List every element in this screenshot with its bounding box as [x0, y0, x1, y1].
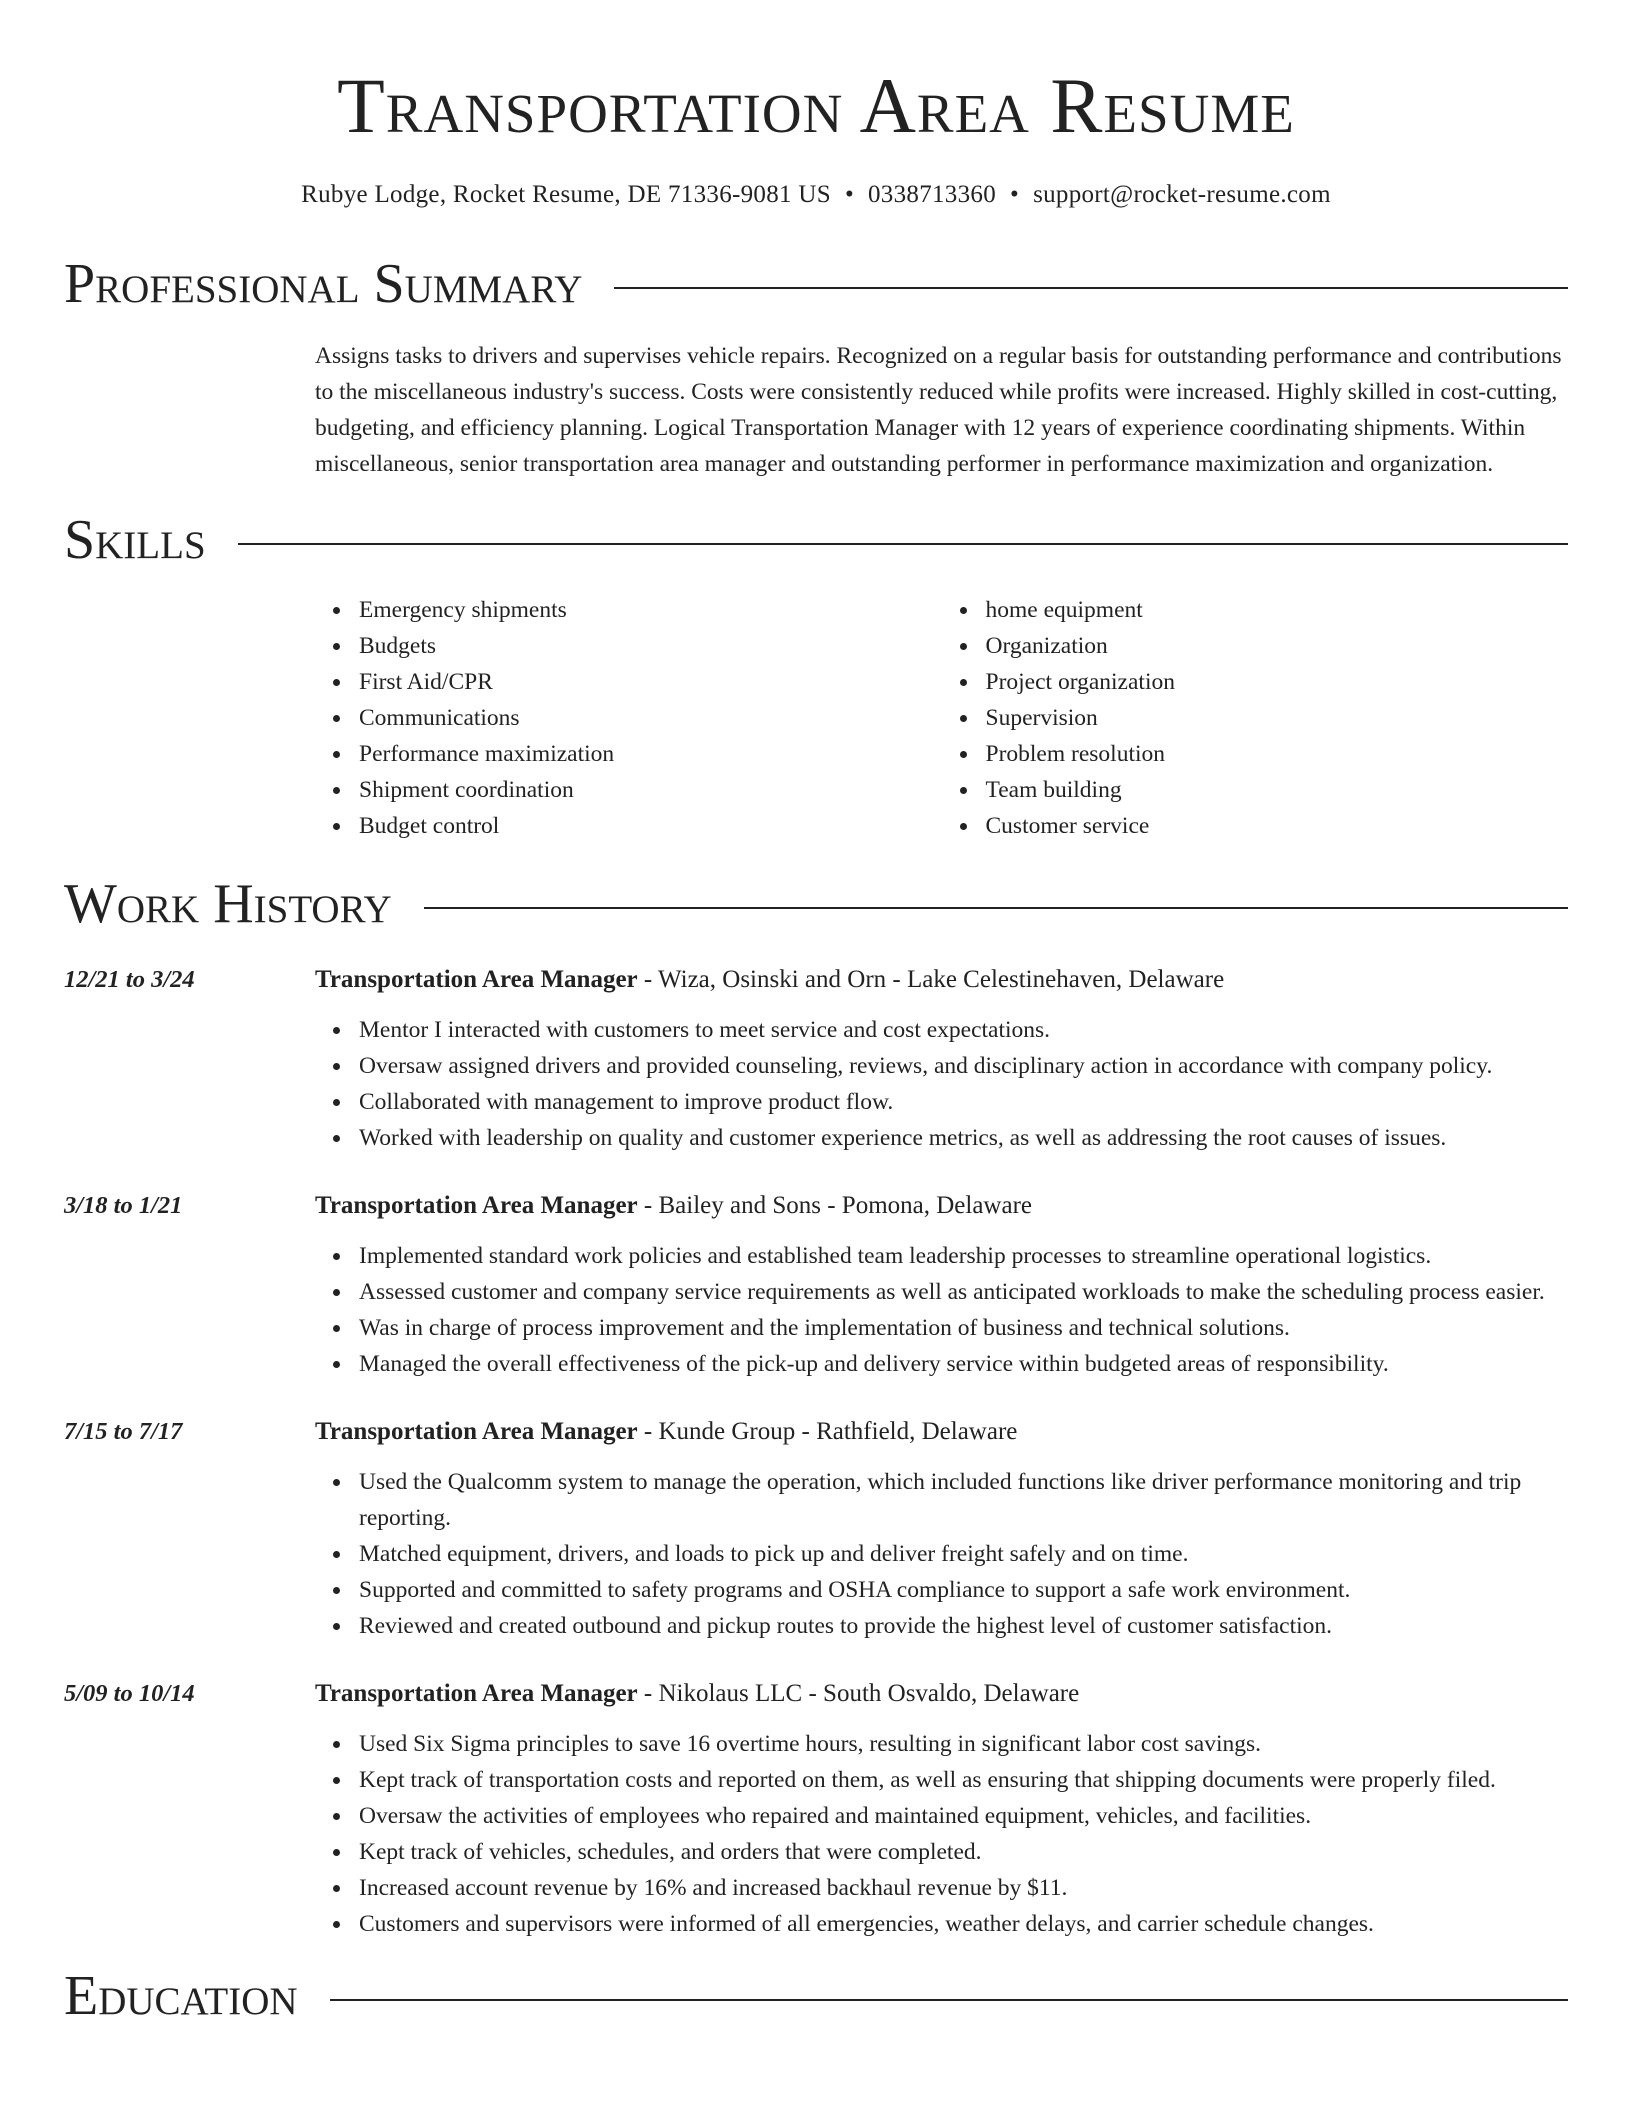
job-duty: Reviewed and created outbound and pickup routes to provide the highest level of customer satisfaction. — [359, 1608, 1568, 1644]
skill-item: Supervision — [986, 700, 1569, 736]
work-heading: Work History — [64, 873, 392, 935]
skill-item: Emergency shipments — [359, 592, 942, 628]
contact-separator: • — [1010, 181, 1020, 208]
skill-item: Problem resolution — [986, 736, 1569, 772]
job-dates: 5/09 to 10/14 — [64, 1680, 195, 1707]
job-duty: Collaborated with management to improve product flow. — [359, 1084, 1568, 1120]
job-duty: Mentor I interacted with customers to meet service and cost expectations. — [359, 1012, 1568, 1048]
skill-item: home equipment — [986, 592, 1569, 628]
job-entry — [64, 1676, 1568, 1942]
job-duty: Oversaw assigned drivers and provided counseling, reviews, and disciplinary action in accordance with company policy. — [359, 1048, 1568, 1084]
job-duty: Worked with leadership on quality and customer experience metrics, as well as addressing the root causes of issues. — [359, 1120, 1568, 1156]
job-entry — [64, 962, 1568, 1156]
summary-heading: Professional Summary — [64, 253, 583, 315]
job-employer: - Bailey and Sons - Pomona, Delaware — [637, 1192, 1033, 1219]
job-duty: Used Six Sigma principles to save 16 overtime hours, resulting in significant labor cost savings. — [359, 1726, 1568, 1762]
section-divider — [238, 543, 1568, 545]
job-body — [315, 1676, 1568, 1942]
job-dates: 12/21 to 3/24 — [64, 966, 195, 993]
job-duties — [315, 1012, 1568, 1156]
skills-list — [315, 592, 1568, 844]
job-title: Transportation Area Manager — [315, 1418, 638, 1445]
contact-phone: 0338713360 — [868, 181, 996, 208]
section-divider — [424, 907, 1568, 909]
skill-item: Shipment coordination — [359, 772, 942, 808]
contact-address: Rubye Lodge, Rocket Resume, DE 71336-9081 US — [301, 181, 831, 208]
job-title: Transportation Area Manager — [315, 1192, 638, 1219]
job-dates: 7/15 to 7/17 — [64, 1418, 183, 1445]
document-title: Transportation Area Resume — [337, 62, 1295, 149]
job-entry — [64, 1188, 1568, 1382]
job-duty: Was in charge of process improvement and the implementation of business and technical solutions. — [359, 1310, 1568, 1346]
skill-item: Performance maximization — [359, 736, 942, 772]
job-duty: Used the Qualcomm system to manage the operation, which included functions like driver performance monitoring and trip reporting. — [359, 1464, 1568, 1536]
job-duty: Oversaw the activities of employees who repaired and maintained equipment, vehicles, and facilities. — [359, 1798, 1568, 1834]
job-employer: - Kunde Group - Rathfield, Delaware — [637, 1418, 1018, 1445]
section-divider — [614, 287, 1568, 289]
skills-heading: Skills — [64, 509, 206, 571]
job-duty: Supported and committed to safety programs and OSHA compliance to support a safe work environment. — [359, 1572, 1568, 1608]
job-duty: Increased account revenue by 16% and increased backhaul revenue by $11. — [359, 1870, 1568, 1906]
job-duty: Managed the overall effectiveness of the pick-up and delivery service within budgeted areas of responsibility. — [359, 1346, 1568, 1382]
work-section-header — [64, 870, 1568, 938]
job-body — [315, 1414, 1568, 1644]
job-header — [315, 1414, 1568, 1450]
job-duty: Matched equipment, drivers, and loads to pick up and deliver freight safely and on time. — [359, 1536, 1568, 1572]
job-title: Transportation Area Manager — [315, 966, 638, 993]
job-employer: - Wiza, Osinski and Orn - Lake Celestinehaven, Delaware — [637, 966, 1225, 993]
summary-section-header — [64, 250, 1568, 318]
skill-item: Project organization — [986, 664, 1569, 700]
job-header — [315, 1676, 1568, 1712]
skill-item: Organization — [986, 628, 1569, 664]
job-body — [315, 962, 1568, 1156]
job-duty: Implemented standard work policies and established team leadership processes to streamline operational logistics. — [359, 1238, 1568, 1274]
skills-column-left — [315, 592, 942, 844]
summary-text: Assigns tasks to drivers and supervises vehicle repairs. Recognized on a regular basis for outstanding performance and contributions to the miscellaneous industry's success. Costs were consistently reduced while profits were increased. Highly skilled in cost-cutting, budgeting, and efficiency planning. Logical Transportation Manager with 12 years of experience coordinating shipments. Within miscellaneous, senior transportation area manager and outstanding performer in performance maximization and organization. — [315, 343, 1562, 477]
job-header — [315, 962, 1568, 998]
skill-item: Customer service — [986, 808, 1569, 844]
job-employer: - Nikolaus LLC - South Osvaldo, Delaware — [637, 1680, 1080, 1707]
education-heading: Education — [64, 1965, 298, 2027]
skills-column-right — [942, 592, 1569, 844]
job-dates: 3/18 to 1/21 — [64, 1192, 183, 1219]
contact-separator: • — [844, 181, 854, 208]
job-duty: Kept track of transportation costs and reported on them, as well as ensuring that shipping documents were properly filed. — [359, 1762, 1568, 1798]
contact-line — [64, 178, 1568, 212]
job-duties — [315, 1726, 1568, 1942]
skill-item: First Aid/CPR — [359, 664, 942, 700]
skill-item: Communications — [359, 700, 942, 736]
skills-section-header — [64, 506, 1568, 574]
contact-email[interactable]: support@rocket-resume.com — [1033, 181, 1331, 208]
education-section-header — [64, 1962, 1568, 2030]
resume-page — [64, 0, 1568, 2030]
job-duties — [315, 1238, 1568, 1382]
job-duties — [315, 1464, 1568, 1644]
skill-item: Budget control — [359, 808, 942, 844]
skill-item: Budgets — [359, 628, 942, 664]
job-header — [315, 1188, 1568, 1224]
job-body — [315, 1188, 1568, 1382]
job-entry — [64, 1414, 1568, 1644]
job-title: Transportation Area Manager — [315, 1680, 638, 1707]
job-duty: Kept track of vehicles, schedules, and orders that were completed. — [359, 1834, 1568, 1870]
skill-item: Team building — [986, 772, 1569, 808]
job-duty: Assessed customer and company service requirements as well as anticipated workloads to make the scheduling process easier. — [359, 1274, 1568, 1310]
job-duty: Customers and supervisors were informed of all emergencies, weather delays, and carrier schedule changes. — [359, 1906, 1568, 1942]
section-divider — [330, 1999, 1568, 2001]
